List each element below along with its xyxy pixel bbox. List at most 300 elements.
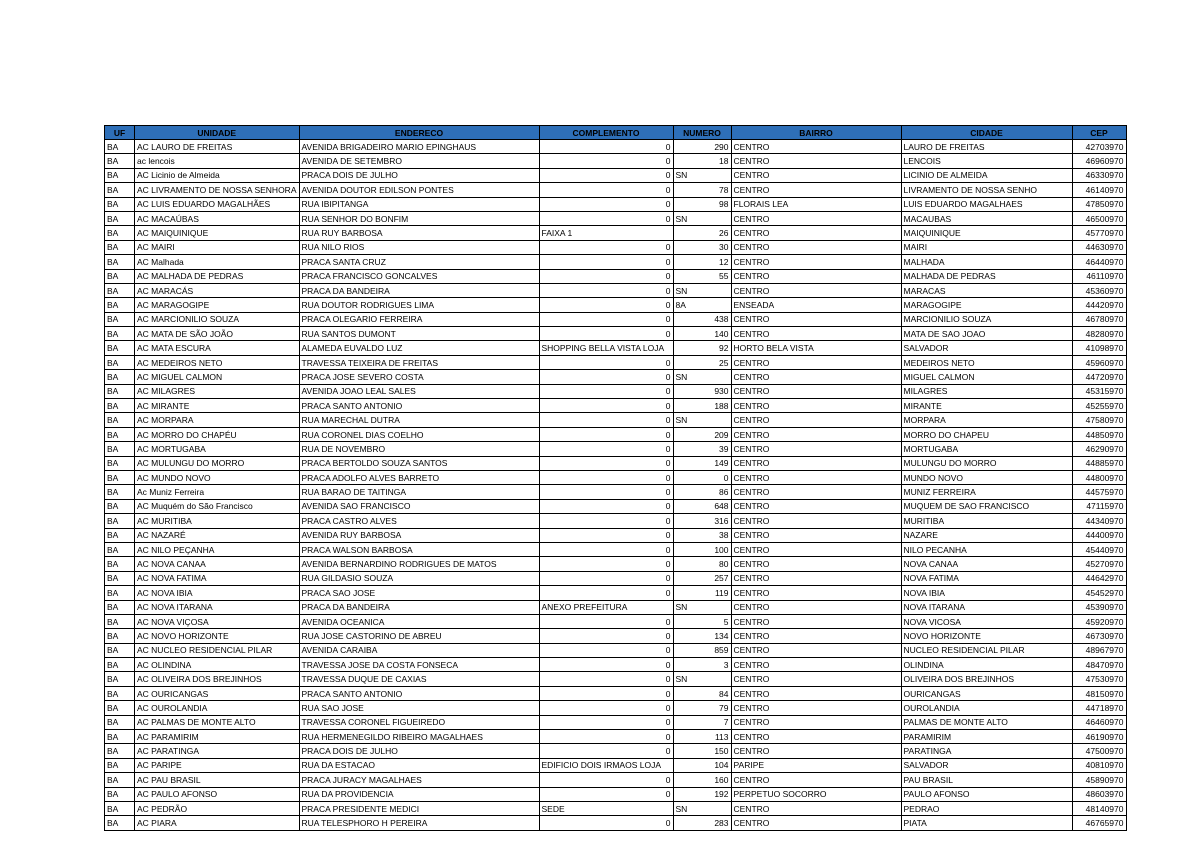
cell-endereco: RUA CORONEL DIAS COELHO: [299, 427, 539, 441]
cell-unidade: AC NOVA IBIA: [135, 586, 300, 600]
cell-unidade: AC MALHADA DE PEDRAS: [135, 269, 300, 283]
cell-uf: BA: [105, 586, 135, 600]
cell-numero: SN: [673, 413, 731, 427]
cell-complemento: 0: [539, 140, 673, 154]
cell-complemento: 0: [539, 384, 673, 398]
table-row: [105, 442, 1127, 456]
cell-numero: 140: [673, 327, 731, 341]
cell-unidade: AC NOVA CANAA: [135, 557, 300, 571]
cell-numero: 859: [673, 643, 731, 657]
cell-complemento: 0: [539, 399, 673, 413]
cell-uf: BA: [105, 715, 135, 729]
cell-numero: SN: [673, 168, 731, 182]
cell-bairro: CENTRO: [731, 413, 901, 427]
cell-cep: 48140970: [1072, 801, 1126, 815]
column-header-cidade: CIDADE: [901, 126, 1072, 140]
cell-endereco: PRACA SANTO ANTONIO: [299, 686, 539, 700]
table-row: [105, 672, 1127, 686]
cell-cidade: PEDRAO: [901, 801, 1072, 815]
cell-numero: 648: [673, 499, 731, 513]
cell-numero: 930: [673, 384, 731, 398]
table-row: [105, 514, 1127, 528]
table-row: [105, 528, 1127, 542]
table-row: [105, 154, 1127, 168]
cell-numero: 113: [673, 730, 731, 744]
cell-bairro: CENTRO: [731, 557, 901, 571]
table-row: [105, 240, 1127, 254]
cell-uf: BA: [105, 658, 135, 672]
cell-uf: BA: [105, 197, 135, 211]
cell-complemento: 0: [539, 686, 673, 700]
cell-cidade: PALMAS DE MONTE ALTO: [901, 715, 1072, 729]
cell-bairro: CENTRO: [731, 658, 901, 672]
cell-cidade: NAZARE: [901, 528, 1072, 542]
cell-cidade: SALVADOR: [901, 758, 1072, 772]
cell-bairro: CENTRO: [731, 801, 901, 815]
cell-cidade: MIRANTE: [901, 399, 1072, 413]
cell-uf: BA: [105, 240, 135, 254]
cell-uf: BA: [105, 485, 135, 499]
cell-numero: 283: [673, 816, 731, 830]
cell-cidade: PIATA: [901, 816, 1072, 830]
cell-bairro: CENTRO: [731, 283, 901, 297]
cell-uf: BA: [105, 341, 135, 355]
cell-complemento: 0: [539, 773, 673, 787]
cell-uf: BA: [105, 312, 135, 326]
cell-complemento: 0: [539, 485, 673, 499]
cell-numero: 30: [673, 240, 731, 254]
cell-unidade: AC OLINDINA: [135, 658, 300, 672]
cell-cep: 46730970: [1072, 629, 1126, 643]
table-row: [105, 586, 1127, 600]
cell-complemento: 0: [539, 456, 673, 470]
cell-endereco: RUA DA PROVIDENCIA: [299, 787, 539, 801]
cell-endereco: PRACA JOSE SEVERO COSTA: [299, 370, 539, 384]
table-row: [105, 298, 1127, 312]
cell-complemento: 0: [539, 370, 673, 384]
table-row: [105, 341, 1127, 355]
cell-cep: 48967970: [1072, 643, 1126, 657]
cell-cidade: PAU BRASIL: [901, 773, 1072, 787]
cell-endereco: RUA DE NOVEMBRO: [299, 442, 539, 456]
cell-cep: 44420970: [1072, 298, 1126, 312]
cell-uf: BA: [105, 327, 135, 341]
cell-endereco: PRACA BERTOLDO SOUZA SANTOS: [299, 456, 539, 470]
cell-cidade: MAIQUINIQUE: [901, 226, 1072, 240]
cell-uf: BA: [105, 355, 135, 369]
column-header-uf: UF: [105, 126, 135, 140]
cell-complemento: 0: [539, 211, 673, 225]
cell-cep: 47580970: [1072, 413, 1126, 427]
cell-complemento: 0: [539, 197, 673, 211]
cell-unidade: AC MIGUEL CALMON: [135, 370, 300, 384]
cell-endereco: AVENIDA RUY BARBOSA: [299, 528, 539, 542]
cell-endereco: AVENIDA JOAO LEAL SALES: [299, 384, 539, 398]
cell-numero: 80: [673, 557, 731, 571]
table-body: [105, 140, 1127, 831]
cell-cep: 45440970: [1072, 542, 1126, 556]
cell-cidade: LIVRAMENTO DE NOSSA SENHO: [901, 183, 1072, 197]
cell-cidade: PARATINGA: [901, 744, 1072, 758]
cell-unidade: AC PALMAS DE MONTE ALTO: [135, 715, 300, 729]
cell-unidade: AC NUCLEO RESIDENCIAL PILAR: [135, 643, 300, 657]
cell-numero: 25: [673, 355, 731, 369]
cell-cidade: NOVA ITARANA: [901, 600, 1072, 614]
cell-unidade: AC PARIPE: [135, 758, 300, 772]
cell-numero: 316: [673, 514, 731, 528]
cell-numero: 55: [673, 269, 731, 283]
cell-bairro: CENTRO: [731, 485, 901, 499]
cell-numero: SN: [673, 283, 731, 297]
cell-cidade: PAULO AFONSO: [901, 787, 1072, 801]
table-row: [105, 327, 1127, 341]
cell-complemento: ANEXO PREFEITURA: [539, 600, 673, 614]
cell-uf: BA: [105, 614, 135, 628]
cell-endereco: AVENIDA BERNARDINO RODRIGUES DE MATOS: [299, 557, 539, 571]
cell-cep: 44630970: [1072, 240, 1126, 254]
cell-uf: BA: [105, 528, 135, 542]
cell-complemento: 0: [539, 730, 673, 744]
table-row: [105, 399, 1127, 413]
cell-endereco: RUA JOSE CASTORINO DE ABREU: [299, 629, 539, 643]
cell-bairro: CENTRO: [731, 327, 901, 341]
header-row: [105, 126, 1127, 140]
cell-numero: 5: [673, 614, 731, 628]
cell-bairro: CENTRO: [731, 226, 901, 240]
cell-endereco: PRACA OLEGARIO FERREIRA: [299, 312, 539, 326]
cell-bairro: HORTO BELA VISTA: [731, 341, 901, 355]
cell-uf: BA: [105, 255, 135, 269]
cell-cidade: MARACAS: [901, 283, 1072, 297]
cell-unidade: AC MAIRI: [135, 240, 300, 254]
cell-cep: 46290970: [1072, 442, 1126, 456]
cell-numero: 39: [673, 442, 731, 456]
cell-endereco: AVENIDA OCEANICA: [299, 614, 539, 628]
table-row: [105, 456, 1127, 470]
cell-cep: 45255970: [1072, 399, 1126, 413]
cell-complemento: SHOPPING BELLA VISTA LOJA: [539, 341, 673, 355]
cell-numero: SN: [673, 600, 731, 614]
column-header-complemento: COMPLEMENTO: [539, 126, 673, 140]
cell-endereco: AVENIDA DOUTOR EDILSON PONTES: [299, 183, 539, 197]
cell-cidade: LUIS EDUARDO MAGALHAES: [901, 197, 1072, 211]
cell-numero: 38: [673, 528, 731, 542]
cell-unidade: AC MORPARA: [135, 413, 300, 427]
cell-cidade: MORRO DO CHAPEU: [901, 427, 1072, 441]
cell-endereco: TRAVESSA DUQUE DE CAXIAS: [299, 672, 539, 686]
cell-bairro: CENTRO: [731, 773, 901, 787]
cell-cep: 47115970: [1072, 499, 1126, 513]
cell-numero: 119: [673, 586, 731, 600]
cell-endereco: ALAMEDA EUVALDO LUZ: [299, 341, 539, 355]
cell-numero: SN: [673, 801, 731, 815]
cell-endereco: RUA BARAO DE TAITINGA: [299, 485, 539, 499]
cell-numero: SN: [673, 370, 731, 384]
cell-cidade: MULUNGU DO MORRO: [901, 456, 1072, 470]
table-row: [105, 384, 1127, 398]
cell-numero: SN: [673, 672, 731, 686]
cell-unidade: AC MILAGRES: [135, 384, 300, 398]
cell-bairro: FLORAIS LEA: [731, 197, 901, 211]
table-row: [105, 629, 1127, 643]
cell-bairro: CENTRO: [731, 701, 901, 715]
cell-cep: 45960970: [1072, 355, 1126, 369]
cell-uf: BA: [105, 140, 135, 154]
cell-complemento: 0: [539, 701, 673, 715]
cell-cidade: LAURO DE FREITAS: [901, 140, 1072, 154]
cell-cidade: NOVO HORIZONTE: [901, 629, 1072, 643]
cell-uf: BA: [105, 168, 135, 182]
cell-unidade: AC PAULO AFONSO: [135, 787, 300, 801]
cell-cidade: MEDEIROS NETO: [901, 355, 1072, 369]
column-header-endereco: ENDERECO: [299, 126, 539, 140]
cell-cep: 46440970: [1072, 255, 1126, 269]
cell-unidade: Ac Muniz Ferreira: [135, 485, 300, 499]
table-row: [105, 226, 1127, 240]
cell-endereco: RUA IBIPITANGA: [299, 197, 539, 211]
cell-cep: 42703970: [1072, 140, 1126, 154]
cell-bairro: CENTRO: [731, 672, 901, 686]
cell-numero: 188: [673, 399, 731, 413]
cell-complemento: 0: [539, 614, 673, 628]
cell-bairro: CENTRO: [731, 154, 901, 168]
cell-uf: BA: [105, 643, 135, 657]
table-row: [105, 542, 1127, 556]
cell-complemento: 0: [539, 542, 673, 556]
cell-cep: 45920970: [1072, 614, 1126, 628]
cell-unidade: AC PAU BRASIL: [135, 773, 300, 787]
cell-numero: 160: [673, 773, 731, 787]
cell-numero: 84: [673, 686, 731, 700]
cell-cidade: NOVA CANAA: [901, 557, 1072, 571]
cell-bairro: CENTRO: [731, 384, 901, 398]
cell-uf: BA: [105, 571, 135, 585]
cell-uf: BA: [105, 787, 135, 801]
cell-cep: 46960970: [1072, 154, 1126, 168]
cell-bairro: CENTRO: [731, 255, 901, 269]
cell-numero: 26: [673, 226, 731, 240]
cell-uf: BA: [105, 686, 135, 700]
table-row: [105, 744, 1127, 758]
table-row: [105, 686, 1127, 700]
cell-unidade: AC PIARA: [135, 816, 300, 830]
cell-complemento: 0: [539, 154, 673, 168]
cell-unidade: AC Malhada: [135, 255, 300, 269]
table-row: [105, 614, 1127, 628]
cell-cidade: MUNDO NOVO: [901, 470, 1072, 484]
cell-unidade: AC MACAÚBAS: [135, 211, 300, 225]
cell-cep: 47850970: [1072, 197, 1126, 211]
cell-cep: 44642970: [1072, 571, 1126, 585]
cell-cep: 46780970: [1072, 312, 1126, 326]
table-row: [105, 140, 1127, 154]
cell-bairro: CENTRO: [731, 470, 901, 484]
cell-numero: 78: [673, 183, 731, 197]
cell-complemento: 0: [539, 643, 673, 657]
cell-complemento: 0: [539, 715, 673, 729]
cell-bairro: CENTRO: [731, 715, 901, 729]
cell-endereco: PRACA DOIS DE JULHO: [299, 744, 539, 758]
cell-cep: 46500970: [1072, 211, 1126, 225]
cell-bairro: CENTRO: [731, 399, 901, 413]
cell-cidade: MURITIBA: [901, 514, 1072, 528]
cell-complemento: 0: [539, 269, 673, 283]
cell-uf: BA: [105, 183, 135, 197]
cell-numero: 104: [673, 758, 731, 772]
cell-endereco: RUA GILDASIO SOUZA: [299, 571, 539, 585]
cell-unidade: AC OLIVEIRA DOS BREJINHOS: [135, 672, 300, 686]
table-row: [105, 355, 1127, 369]
cell-cidade: MIGUEL CALMON: [901, 370, 1072, 384]
cell-unidade: AC NILO PEÇANHA: [135, 542, 300, 556]
table-row: [105, 600, 1127, 614]
cell-unidade: AC PARAMIRIM: [135, 730, 300, 744]
cell-endereco: PRACA JURACY MAGALHAES: [299, 773, 539, 787]
column-header-cep: CEP: [1072, 126, 1126, 140]
cell-bairro: CENTRO: [731, 456, 901, 470]
cell-endereco: PRACA SAO JOSE: [299, 586, 539, 600]
table-row: [105, 183, 1127, 197]
cell-uf: BA: [105, 442, 135, 456]
table-row: [105, 787, 1127, 801]
cell-bairro: CENTRO: [731, 542, 901, 556]
cell-numero: 192: [673, 787, 731, 801]
cell-uf: BA: [105, 773, 135, 787]
cell-uf: BA: [105, 629, 135, 643]
cell-cidade: PARAMIRIM: [901, 730, 1072, 744]
cell-numero: SN: [673, 211, 731, 225]
cell-cidade: SALVADOR: [901, 341, 1072, 355]
cell-complemento: 0: [539, 528, 673, 542]
cell-bairro: CENTRO: [731, 816, 901, 830]
cell-bairro: CENTRO: [731, 370, 901, 384]
cell-bairro: PERPETUO SOCORRO: [731, 787, 901, 801]
cell-endereco: TRAVESSA TEIXEIRA DE FREITAS: [299, 355, 539, 369]
cell-cep: 46140970: [1072, 183, 1126, 197]
cell-endereco: RUA DOUTOR RODRIGUES LIMA: [299, 298, 539, 312]
cell-cidade: LICINIO DE ALMEIDA: [901, 168, 1072, 182]
cell-endereco: AVENIDA BRIGADEIRO MARIO EPINGHAUS: [299, 140, 539, 154]
cell-bairro: CENTRO: [731, 730, 901, 744]
cell-complemento: 0: [539, 298, 673, 312]
cell-bairro: PARIPE: [731, 758, 901, 772]
cell-cidade: MALHADA: [901, 255, 1072, 269]
cell-bairro: CENTRO: [731, 140, 901, 154]
cell-bairro: CENTRO: [731, 600, 901, 614]
table-row: [105, 470, 1127, 484]
cell-uf: BA: [105, 427, 135, 441]
cell-endereco: PRACA DOIS DE JULHO: [299, 168, 539, 182]
cell-unidade: ac lencois: [135, 154, 300, 168]
cell-unidade: AC MARACÁS: [135, 283, 300, 297]
cell-cep: 46765970: [1072, 816, 1126, 830]
cell-cidade: MARCIONILIO SOUZA: [901, 312, 1072, 326]
cell-endereco: RUA NILO RIOS: [299, 240, 539, 254]
cell-uf: BA: [105, 283, 135, 297]
cell-uf: BA: [105, 413, 135, 427]
cell-cidade: NOVA VICOSA: [901, 614, 1072, 628]
column-header-unidade: UNIDADE: [135, 126, 300, 140]
cell-complemento: 0: [539, 557, 673, 571]
spreadsheet-table: [104, 125, 1127, 831]
cell-cidade: NUCLEO RESIDENCIAL PILAR: [901, 643, 1072, 657]
cell-cep: 44575970: [1072, 485, 1126, 499]
cell-unidade: AC MULUNGU DO MORRO: [135, 456, 300, 470]
cell-endereco: PRACA WALSON BARBOSA: [299, 542, 539, 556]
column-header-numero: NUMERO: [673, 126, 731, 140]
cell-unidade: AC OUROLANDIA: [135, 701, 300, 715]
cell-numero: 209: [673, 427, 731, 441]
table-row: [105, 715, 1127, 729]
cell-cidade: MORTUGABA: [901, 442, 1072, 456]
cell-numero: 149: [673, 456, 731, 470]
cell-bairro: CENTRO: [731, 571, 901, 585]
cell-numero: 3: [673, 658, 731, 672]
cell-cep: 44718970: [1072, 701, 1126, 715]
table-row: [105, 168, 1127, 182]
cell-uf: BA: [105, 499, 135, 513]
cell-endereco: RUA DA ESTACAO: [299, 758, 539, 772]
cell-complemento: 0: [539, 283, 673, 297]
cell-cep: 46110970: [1072, 269, 1126, 283]
cell-numero: 8A: [673, 298, 731, 312]
cell-complemento: 0: [539, 672, 673, 686]
cell-cep: 45890970: [1072, 773, 1126, 787]
table-row: [105, 283, 1127, 297]
cell-complemento: 0: [539, 571, 673, 585]
cell-cep: 45452970: [1072, 586, 1126, 600]
cell-endereco: RUA MARECHAL DUTRA: [299, 413, 539, 427]
cell-cep: 44340970: [1072, 514, 1126, 528]
cell-complemento: 0: [539, 168, 673, 182]
cell-cidade: NOVA FATIMA: [901, 571, 1072, 585]
cell-cep: 48603970: [1072, 787, 1126, 801]
cell-numero: 257: [673, 571, 731, 585]
cell-numero: 12: [673, 255, 731, 269]
cell-uf: BA: [105, 730, 135, 744]
table-row: [105, 801, 1127, 815]
cell-cidade: NILO PECANHA: [901, 542, 1072, 556]
cell-cep: 46460970: [1072, 715, 1126, 729]
cell-uf: BA: [105, 600, 135, 614]
cell-unidade: AC MARCIONILIO SOUZA: [135, 312, 300, 326]
cell-endereco: RUA RUY BARBOSA: [299, 226, 539, 240]
cell-bairro: CENTRO: [731, 514, 901, 528]
cell-unidade: AC NOVA FATIMA: [135, 571, 300, 585]
table-row: [105, 370, 1127, 384]
cell-complemento: 0: [539, 514, 673, 528]
cell-numero: 100: [673, 542, 731, 556]
cell-complemento: 0: [539, 355, 673, 369]
table-row: [105, 773, 1127, 787]
cell-uf: BA: [105, 542, 135, 556]
cell-unidade: AC NOVA ITARANA: [135, 600, 300, 614]
cell-uf: BA: [105, 370, 135, 384]
cell-complemento: 0: [539, 629, 673, 643]
cell-endereco: PRACA ADOLFO ALVES BARRETO: [299, 470, 539, 484]
table-row: [105, 499, 1127, 513]
cell-endereco: RUA HERMENEGILDO RIBEIRO MAGALHAES: [299, 730, 539, 744]
table-row: [105, 427, 1127, 441]
cell-unidade: AC MARAGOGIPE: [135, 298, 300, 312]
cell-unidade: AC MATA DE SÃO JOÃO: [135, 327, 300, 341]
cell-uf: BA: [105, 672, 135, 686]
cell-complemento: 0: [539, 240, 673, 254]
cell-cidade: MORPARA: [901, 413, 1072, 427]
cell-unidade: AC LAURO DE FREITAS: [135, 140, 300, 154]
cell-cidade: OLINDINA: [901, 658, 1072, 672]
cell-numero: 7: [673, 715, 731, 729]
